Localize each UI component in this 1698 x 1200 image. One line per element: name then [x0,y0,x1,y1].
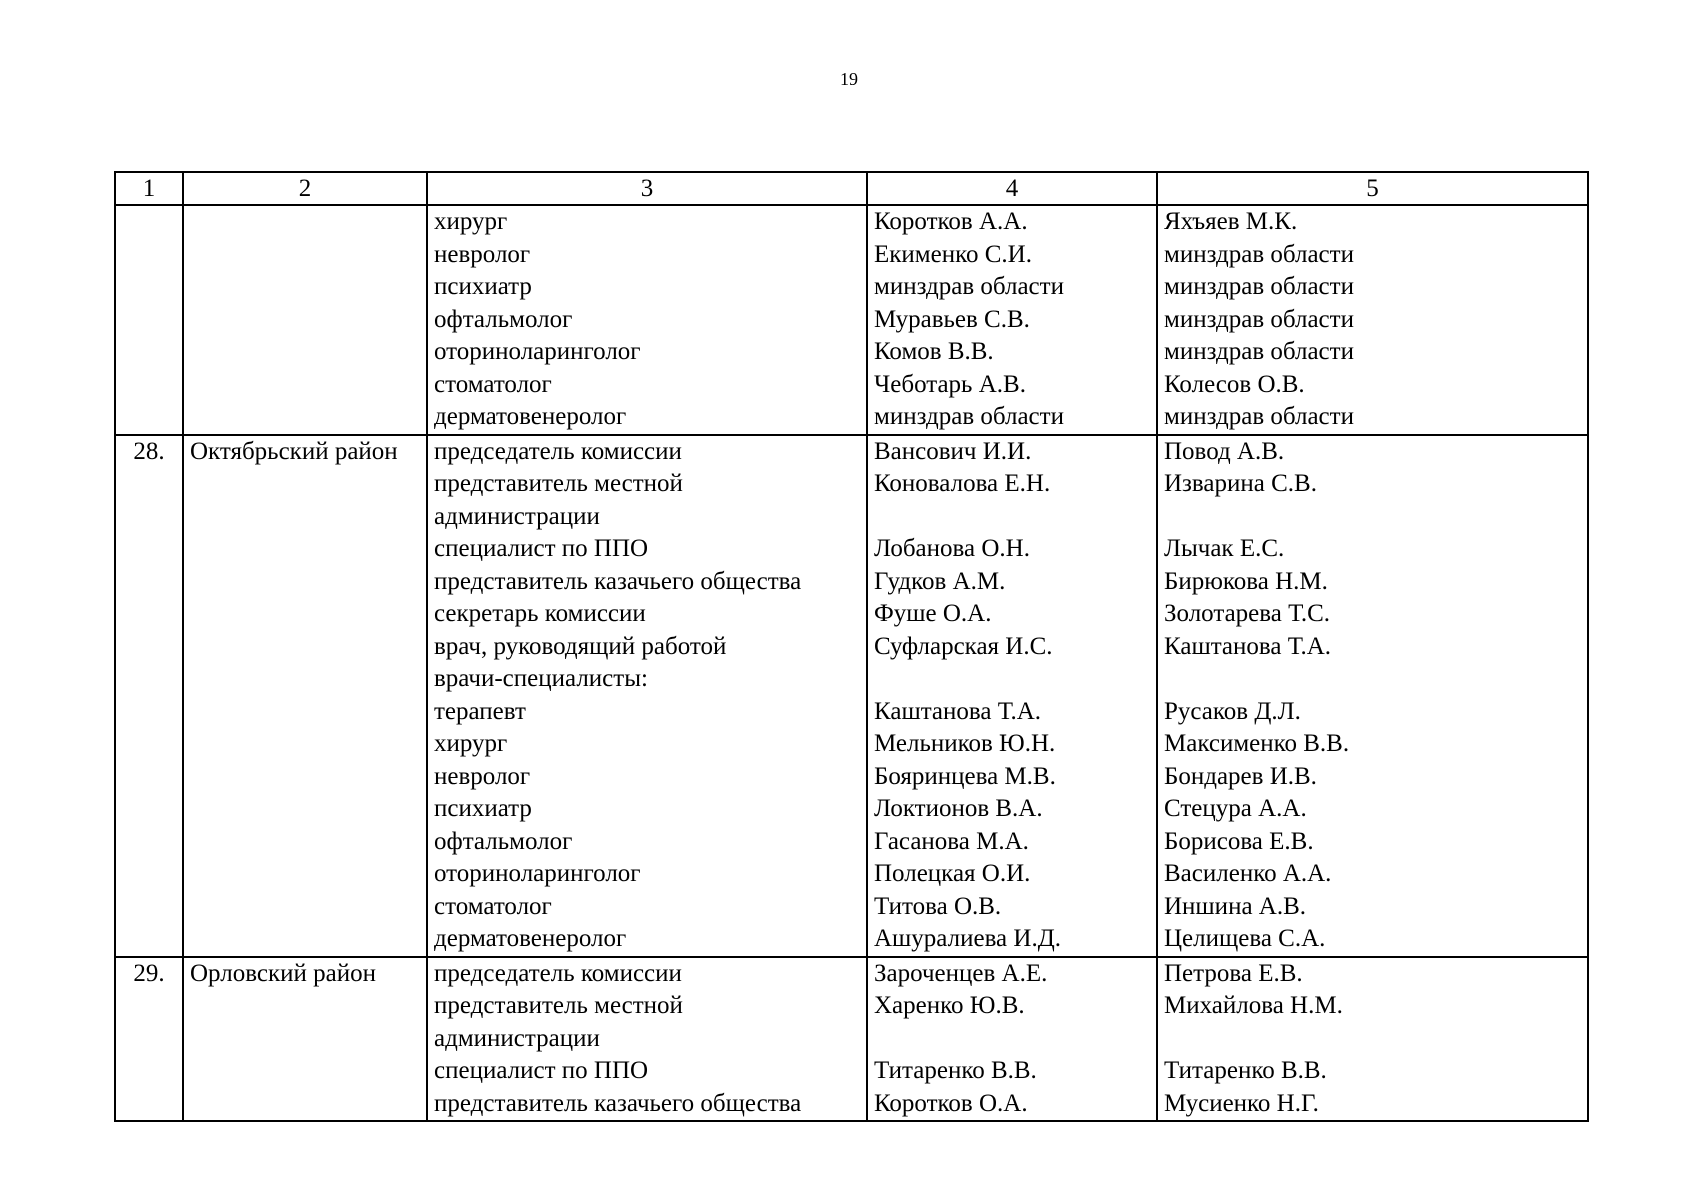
reserve-line: минздрав области [1164,338,1354,365]
member-line: Коротков А.А. [874,208,1028,235]
role-line: оториноларинголог [434,860,641,887]
district-cell [183,205,427,435]
column-header: 2 [183,172,427,205]
reserve-line [1164,501,1581,534]
reserve-line: Михайлова Н.М. [1164,992,1343,1019]
member-cell [867,435,1157,957]
member-line: Гасанова М.А. [874,827,1029,855]
column-header: 4 [867,172,1157,205]
role-line: представитель казачьего общества [434,567,802,595]
column-header: 3 [427,172,867,205]
reserve-line: Василенко А.А. [1164,860,1332,887]
role-line: стоматолог [434,370,552,398]
reserve-cell [1157,205,1588,435]
role-line: представитель местной [434,470,683,497]
member-line: Чеботарь А.В. [874,370,1026,398]
table-body [115,205,1588,1121]
reserve-line: минздрав области [1164,240,1354,268]
reserve-line: Бирюкова Н.М. [1164,567,1328,595]
table-row [115,957,1588,1122]
district-cell [183,957,427,1122]
role-line: невролог [434,762,531,790]
member-line: Харенко Ю.В. [874,992,1025,1019]
member-line: Титова О.В. [874,892,1002,920]
member-line: Бояринцева М.В. [874,762,1056,790]
table-row [115,435,1588,957]
member-line: Ашуралиева И.Д. [874,925,1061,952]
reserve-line: Лычак Е.С. [1164,535,1285,562]
district-name: Октябрьский район [190,437,398,465]
reserve-line: Колесов О.В. [1164,370,1305,398]
role-line: представитель местной [434,992,683,1019]
member-line: Локтионов В.А. [874,795,1043,822]
member-line: Екименко С.И. [874,240,1032,268]
role-line: врач, руководящий работой [434,632,727,660]
member-line: Фуше О.А. [874,600,992,627]
reserve-line: Каштанова Т.А. [1164,632,1332,660]
reserve-line: Бондарев И.В. [1164,762,1317,790]
member-line: Муравьев С.В. [874,305,1030,333]
member-line: Коротков О.А. [874,1089,1028,1117]
row-number-text: 28. [133,437,165,465]
reserve-line: Максименко В.В. [1164,730,1350,757]
member-line: минздрав области [874,403,1064,430]
reserve-line: Иншина А.В. [1164,892,1307,920]
role-line: стоматолог [434,892,552,920]
row-number-text [122,206,176,239]
district-name: Орловский район [190,959,376,987]
role-line: офтальмолог [434,827,573,855]
reserve-line: Целищева С.А. [1164,925,1326,952]
row-number [115,957,183,1122]
member-cell [867,957,1157,1122]
role-line: представитель казачьего общества [434,1089,802,1117]
role-line: специалист по ППО [434,535,649,562]
reserve-line: Яхъяев М.К. [1164,208,1298,235]
reserve-line: минздрав области [1164,273,1354,300]
role-line: врачи-специалисты: [434,665,648,692]
member-line: Суфларская И.С. [874,632,1053,660]
member-line: Мельников Ю.Н. [874,730,1056,757]
row-number [115,205,183,435]
district-cell [183,435,427,957]
role-line: дерматовенеролог [434,925,627,952]
role-line: администрации [434,502,600,530]
district-name [190,206,420,239]
role-line: офтальмолог [434,305,573,333]
role-line: администрации [434,1024,600,1052]
reserve-line: Повод А.В. [1164,437,1285,465]
member-line: Зароченцев А.Е. [874,959,1048,987]
member-line: Гудков А.М. [874,567,1006,595]
member-line: Полецкая О.И. [874,860,1031,887]
role-line: психиатр [434,795,532,822]
table-header-row [115,172,1588,205]
member-line: минздрав области [874,273,1064,300]
role-cell [427,205,867,435]
role-line: председатель комиссии [434,437,682,465]
reserve-line: Стецура А.А. [1164,795,1307,822]
member-line: Комов В.В. [874,338,994,365]
member-line: Лобанова О.Н. [874,535,1030,562]
row-number [115,435,183,957]
reserve-line: минздрав области [1164,403,1354,430]
role-line: дерматовенеролог [434,403,627,430]
reserve-line: Мусиенко Н.Г. [1164,1089,1319,1117]
role-line: невролог [434,240,531,268]
page-number: 19 [840,69,858,89]
member-line [874,663,1150,696]
member-line: Вансович И.И. [874,437,1032,465]
reserve-cell [1157,957,1588,1122]
reserve-line: Борисова Е.В. [1164,827,1314,855]
member-line [874,1023,1150,1056]
role-cell [427,435,867,957]
member-cell [867,205,1157,435]
column-header: 1 [115,172,183,205]
reserve-line: минздрав области [1164,305,1354,333]
column-header: 5 [1157,172,1588,205]
role-line: хирург [434,730,508,757]
role-line: психиатр [434,273,532,300]
role-line: хирург [434,208,508,235]
reserve-line: Изварина С.В. [1164,470,1317,497]
reserve-line: Русаков Д.Л. [1164,697,1301,725]
role-line: оториноларинголог [434,338,641,365]
reserve-line: Золотарева Т.С. [1164,600,1331,627]
reserve-line [1164,1023,1581,1056]
member-line [874,501,1150,534]
reserve-line [1164,663,1581,696]
reserve-line: Петрова Е.В. [1164,959,1303,987]
reserve-cell [1157,435,1588,957]
member-line: Каштанова Т.А. [874,697,1042,725]
commission-table [114,171,1589,1122]
role-line: секретарь комиссии [434,600,646,627]
member-line: Коновалова Е.Н. [874,470,1051,497]
row-number-text: 29. [133,959,165,987]
table-row [115,205,1588,435]
role-line: специалист по ППО [434,1057,649,1084]
role-cell [427,957,867,1122]
reserve-line: Титаренко В.В. [1164,1057,1327,1084]
role-line: терапевт [434,697,526,725]
role-line: председатель комиссии [434,959,682,987]
member-line: Титаренко В.В. [874,1057,1037,1084]
